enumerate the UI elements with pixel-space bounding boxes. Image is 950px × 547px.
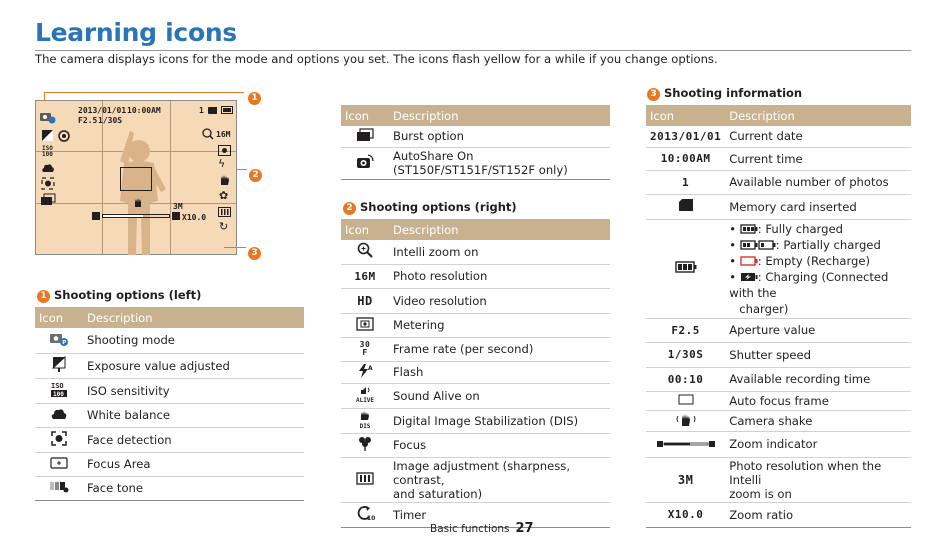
table-row [646, 147, 911, 170]
svg-text:P: P [62, 339, 67, 346]
row-desc: Available number of photos [725, 170, 911, 194]
row-desc: Photo resolution [389, 264, 610, 288]
vf-battery-icon [221, 106, 233, 114]
video-resolution-icon: HD [341, 288, 389, 313]
table-row [341, 337, 610, 361]
battery-states: • : Fully charged • : Partially charged • : Empty (Recharge) • : Charging (Connected with the charger) [725, 219, 911, 318]
table-row [35, 403, 304, 427]
table-header [341, 219, 610, 240]
table-row [646, 219, 911, 318]
left-options-table [35, 307, 304, 501]
callout-line-1 [44, 92, 244, 93]
vf-photo-count: 1 [199, 106, 204, 115]
header-icon: Icon [341, 105, 389, 126]
table-row [341, 313, 610, 337]
section-info-title: 3 Shooting information [647, 86, 802, 101]
vf-date: 2013/01/01 [78, 106, 127, 115]
section-left-title: 1 Shooting options (left) [37, 288, 201, 303]
table-row [35, 476, 304, 500]
vf-zoom-bar [102, 214, 170, 218]
battery-full-line: • : Fully charged [729, 221, 843, 236]
vf-focus-icon: ✿ [219, 189, 229, 202]
table-row [341, 383, 610, 408]
row-desc: ISO sensitivity [83, 378, 304, 403]
table-row [35, 328, 304, 353]
callout-line-1-drop [44, 92, 45, 101]
header-description: Description [389, 105, 610, 126]
table-row [646, 318, 911, 342]
battery-partial-icon [740, 240, 758, 250]
shutter-readout: 1/30S [646, 342, 725, 367]
row-desc: Photo resolution when the Intelli zoom is on [725, 457, 911, 502]
row-desc: Auto focus frame [725, 391, 911, 410]
recording-time-readout: 00:10 [646, 367, 725, 391]
row-desc: Memory card inserted [725, 194, 911, 219]
table-header [35, 307, 304, 328]
battery-icon [646, 219, 725, 318]
face-detection-icon [35, 427, 83, 452]
row-desc: Burst option [389, 126, 610, 147]
photo-count-readout: 1 [646, 170, 725, 194]
photo-resolution-icon: 16M [341, 264, 389, 288]
image-adjust-icon [341, 457, 389, 502]
page-title: Learning icons [35, 18, 237, 47]
dis-icon: DIS [341, 408, 389, 433]
zoom-ratio-readout: X10.0 [646, 502, 725, 527]
table-row [646, 391, 911, 410]
header-description: Description [83, 307, 304, 328]
white-balance-icon [35, 403, 83, 427]
row-desc: Shooting mode [83, 328, 304, 353]
title-rule [35, 50, 911, 51]
table-row [341, 408, 610, 433]
vf-autoshare-icon [58, 130, 70, 145]
timer-icon [341, 502, 389, 527]
table-row [341, 361, 610, 383]
row-desc: Timer [389, 502, 610, 527]
table-row [646, 194, 911, 219]
vf-intelli-res: 3M [173, 202, 183, 211]
header-icon: Icon [341, 219, 389, 240]
row-desc: Camera shake [725, 410, 911, 431]
vf-mode-icon [40, 111, 56, 126]
frame-rate-icon: 30 F [341, 337, 389, 361]
right-options-table [341, 219, 610, 528]
header-description: Description [725, 105, 911, 126]
row-desc: Frame rate (per second) [389, 337, 610, 361]
table-row [341, 457, 610, 502]
battery-charging-icon [740, 272, 758, 282]
section-right-options-title: 2 Shooting options (right) [343, 200, 517, 215]
intelli-zoom-icon [341, 240, 389, 264]
svg-text:10: 10 [367, 515, 376, 522]
vf-aperture: F2.5 [78, 116, 98, 125]
row-desc: Intelli zoom on [389, 240, 610, 264]
table-row [646, 431, 911, 457]
table-row [341, 264, 610, 288]
metering-icon [341, 313, 389, 337]
battery-low-icon [758, 240, 776, 250]
memory-card-icon [646, 194, 725, 219]
row-desc: Exposure value adjusted [83, 353, 304, 378]
vf-timer-icon: ↻ [219, 220, 229, 233]
af-frame-icon [646, 391, 725, 410]
row-desc: Focus [389, 433, 610, 457]
face-tone-icon [35, 476, 83, 500]
row-desc: Available recording time [725, 367, 911, 391]
battery-partial-line: • : Partially charged [729, 237, 881, 252]
vf-dis-icon [218, 174, 231, 189]
table-row [35, 378, 304, 403]
vf-image-adjust-icon [218, 207, 231, 220]
table-row [646, 170, 911, 194]
row-desc: Current time [725, 147, 911, 170]
focus-area-icon [35, 452, 83, 476]
row-desc: Digital Image Stabilization (DIS) [389, 408, 610, 433]
callout-3: 3 [248, 241, 265, 260]
af-frame [120, 167, 152, 191]
header-icon: Icon [646, 105, 725, 126]
row-desc: Zoom indicator [725, 431, 911, 457]
battery-charging-line: • : Charging (Connected with the [729, 269, 889, 300]
middle-top-table [341, 105, 610, 180]
row-desc: Metering [389, 313, 610, 337]
vf-time: 10:00AM [127, 106, 161, 115]
flash-icon [341, 361, 389, 383]
vf-intelli-zoom-icon [202, 128, 214, 143]
burst-icon [341, 126, 389, 147]
vf-iso-icon: ISO 100 [42, 145, 53, 158]
camera-shake-icon [646, 410, 725, 431]
row-desc: White balance [83, 403, 304, 427]
header-description: Description [389, 219, 610, 240]
exposure-value-icon [35, 353, 83, 378]
battery-empty-icon [740, 256, 758, 266]
intelli-resolution-readout: 3M [646, 457, 725, 502]
header-icon: Icon [35, 307, 83, 328]
battery-empty-line: • : Empty (Recharge) [729, 253, 871, 268]
table-row [35, 452, 304, 476]
table-row [35, 353, 304, 378]
callout-1: 1 [248, 86, 265, 105]
table-row [646, 367, 911, 391]
intro-text: The camera displays icons for the mode and options you set. The icons flash yellow for a while if you change options. [35, 52, 718, 66]
page-number: 27 [515, 521, 534, 536]
row-desc: Face tone [83, 476, 304, 500]
vf-ev-icon [42, 130, 53, 145]
footer-label: Basic functions [430, 523, 510, 535]
table-row [341, 433, 610, 457]
table-row [646, 342, 911, 367]
row-desc: AutoShare On (ST150F/ST151F/ST152F only) [389, 147, 610, 179]
callout-2: 2 [249, 163, 266, 182]
battery-full-icon [740, 224, 758, 234]
autoshare-icon [341, 147, 389, 179]
row-desc: Zoom ratio [725, 502, 911, 527]
date-readout: 2013/01/01 [646, 126, 725, 147]
table-row [341, 288, 610, 313]
child-silhouette [106, 129, 178, 255]
row-desc: Current date [725, 126, 911, 147]
table-row [341, 126, 610, 147]
row-desc: Image adjustment (sharpness, contrast, and saturation) [389, 457, 610, 502]
table-header [646, 105, 911, 126]
table-row [646, 502, 911, 527]
sound-alive-icon: ALIVE [341, 383, 389, 408]
row-desc: Sound Alive on [389, 383, 610, 408]
smart-mode-icon [35, 328, 83, 353]
row-desc: Aperture value [725, 318, 911, 342]
svg-text:ISO: ISO [51, 382, 64, 390]
vf-burst-icon [41, 194, 55, 208]
vf-memory-card-icon [208, 107, 217, 114]
table-header [341, 105, 610, 126]
aperture-readout: F2.5 [646, 318, 725, 342]
iso-icon [35, 378, 83, 403]
zoom-indicator-icon [646, 431, 725, 457]
vf-resolution: 16M [216, 130, 231, 139]
shooting-info-table [646, 105, 911, 528]
vf-zoom-ratio: X10.0 [182, 213, 207, 222]
vf-shutter: 1/30S [98, 116, 123, 125]
table-row [646, 410, 911, 431]
viewfinder-illustration [35, 100, 237, 255]
callout-line-2 [237, 169, 247, 170]
table-row [341, 240, 610, 264]
time-readout: 10:00AM [646, 147, 725, 170]
row-desc: Face detection [83, 427, 304, 452]
vf-white-balance-icon [41, 163, 55, 176]
table-row [646, 457, 911, 502]
svg-text:A: A [368, 364, 373, 372]
vf-face-detection-icon [41, 177, 55, 193]
vf-camera-shake-icon [132, 197, 144, 210]
vf-flash-icon: ϟ [218, 157, 226, 170]
table-row [35, 427, 304, 452]
vf-zoom-in-icon [172, 212, 180, 220]
row-desc: Flash [389, 361, 610, 383]
table-row [646, 126, 911, 147]
svg-text:100: 100 [53, 391, 64, 398]
focus-icon [341, 433, 389, 457]
vf-zoom-out-icon [92, 212, 100, 220]
row-desc: Shutter speed [725, 342, 911, 367]
row-desc: Focus Area [83, 452, 304, 476]
callout-line-3 [224, 247, 246, 248]
table-row [341, 147, 610, 179]
page-footer [430, 521, 534, 536]
row-desc: Video resolution [389, 288, 610, 313]
